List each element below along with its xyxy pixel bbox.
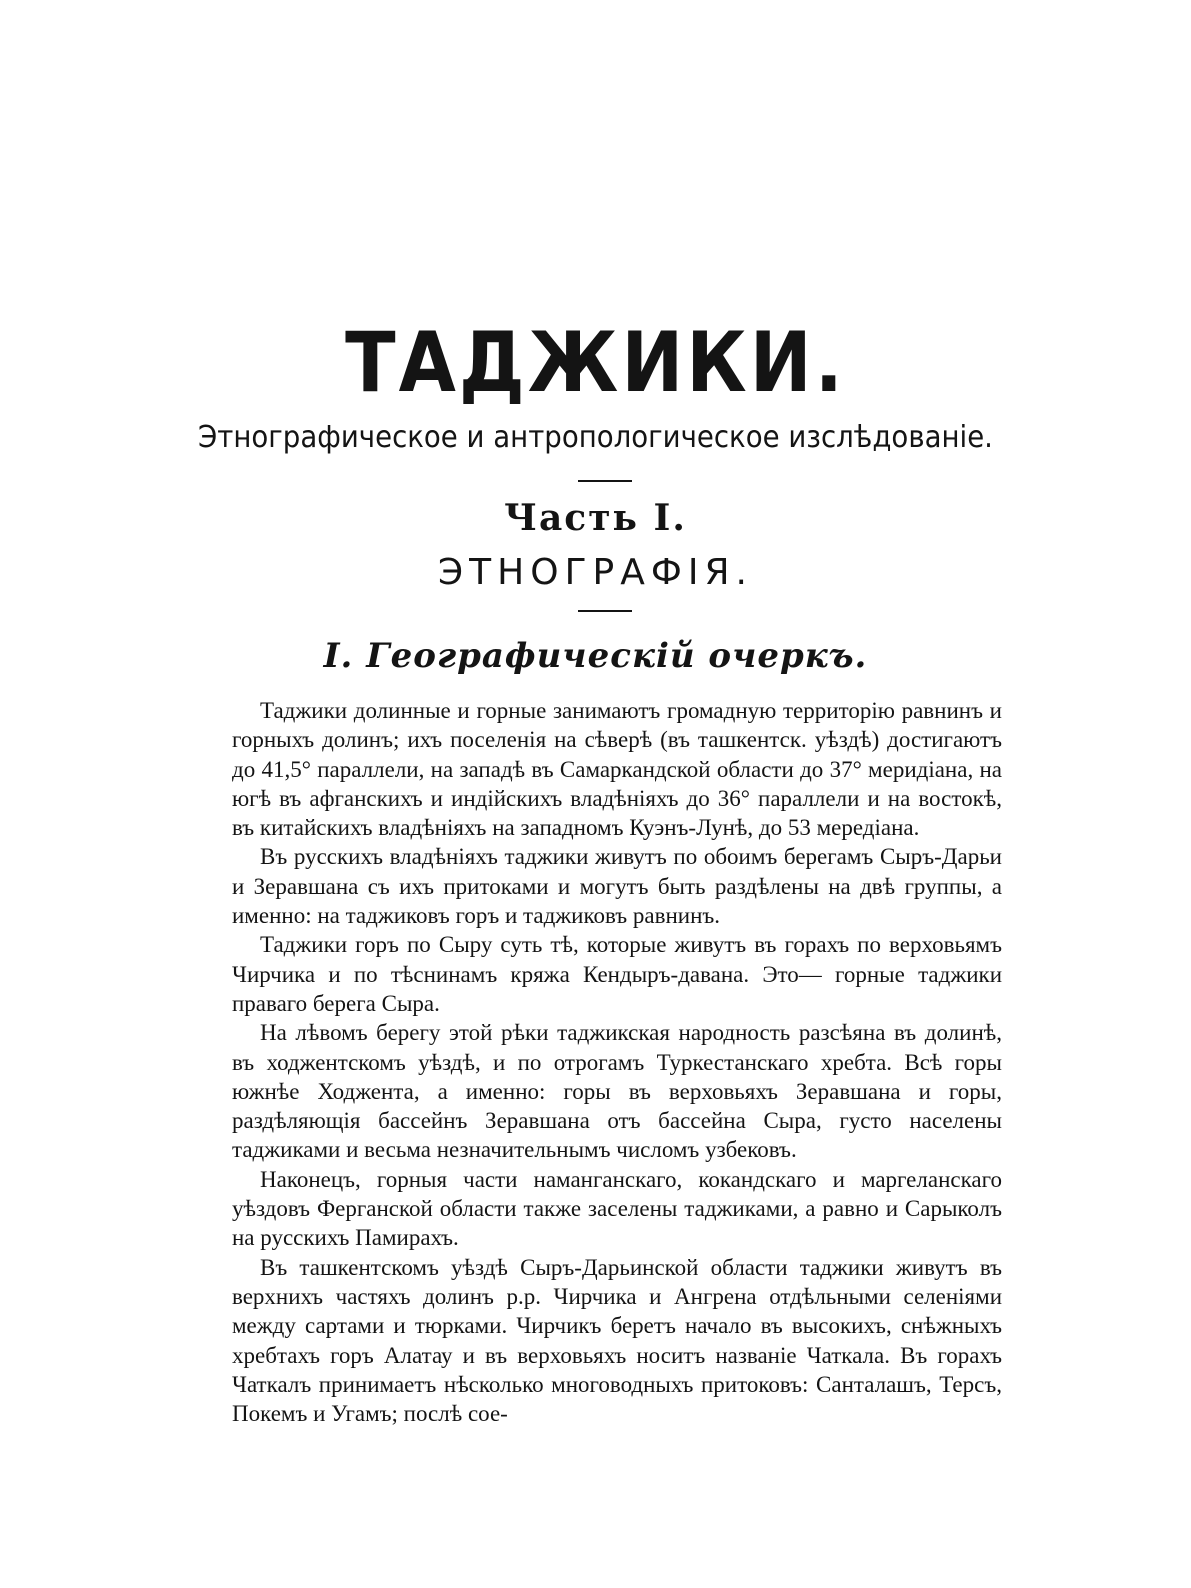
paragraph: Наконецъ, горныя части наманганскаго, кокандскаго и маргеланскаго уѣздовъ Ферганской области также заселены таджиками, а равно и Сарыколъ на русскихъ Памирахъ. (232, 1166, 1002, 1251)
paragraph: На лѣвомъ берегу этой рѣки таджикская народность разсѣяна въ долинѣ, въ ходжентскомъ уѣздѣ, и по отрогамъ Туркестанскаго хребта. Всѣ горы южнѣе Ходжента, а именно: горы въ верховьяхъ Зеравшана и горы, раздѣляющія бассейнъ Зеравшана отъ бассейна Сыра, густо населены таджиками и весьма незначительнымъ числомъ узбековъ. (232, 1020, 1002, 1163)
section-heading: I. Географическій очеркъ. (323, 636, 868, 676)
body-text (232, 696, 1002, 1428)
page-subtitle: Этнографическое и антропологическое изслѣдованіе. (198, 420, 993, 455)
page-title: ТАДЖИКИ. (345, 314, 846, 412)
part-heading: Часть I. (504, 497, 687, 539)
paragraph: Въ ташкентскомъ уѣздѣ Сыръ-Дарьинской области таджики живутъ въ верхнихъ частяхъ долинъ р.р. Чирчика и Ангрена отдѣльными селеніями между сартами и тюрками. Чирчикъ беретъ начало въ высокихъ, снѣжныхъ хребтахъ горъ Алатау и въ верховьяхъ носитъ названіе Чаткала. Въ горахъ Чаткалъ принимаетъ нѣсколько многоводныхъ притоковъ: Санталашъ, Терсъ, Покемъ и Угамъ; послѣ сое- (232, 1254, 1002, 1427)
paragraph: Въ русскихъ владѣніяхъ таджики живутъ по обоимъ берегамъ Сыръ-Дарьи и Зеравшана съ ихъ притоками и могутъ быть раздѣлены на двѣ группы, а именно: на таджиковъ горъ и таджиковъ равнинъ. (232, 844, 1002, 929)
paragraph: Таджики долинные и горные занимаютъ громадную территорію равнинъ и горныхъ долинъ; ихъ поселенія на сѣверѣ (въ ташкентск. уѣздѣ) достигаютъ до 41,5° параллели, на западѣ въ Самаркандской области до 37° меридіана, на югѣ въ афганскихъ и индійскихъ владѣніяхъ до 36° параллели и на востокѣ, въ китайскихъ владѣніяхъ на западномъ Куэнъ-Лунѣ, до 53 мередіана. (232, 698, 1002, 841)
divider-rule (578, 480, 632, 482)
paragraph: Таджики горъ по Сыру суть тѣ, которые живутъ въ горахъ по верховьямъ Чирчика и по тѣснинамъ кряжа Кендыръ-давана. Это— горные таджики праваго берега Сыра. (232, 932, 1002, 1016)
divider-rule (578, 610, 632, 612)
part-name-heading: ЭТНОГРАФІЯ. (438, 552, 753, 593)
